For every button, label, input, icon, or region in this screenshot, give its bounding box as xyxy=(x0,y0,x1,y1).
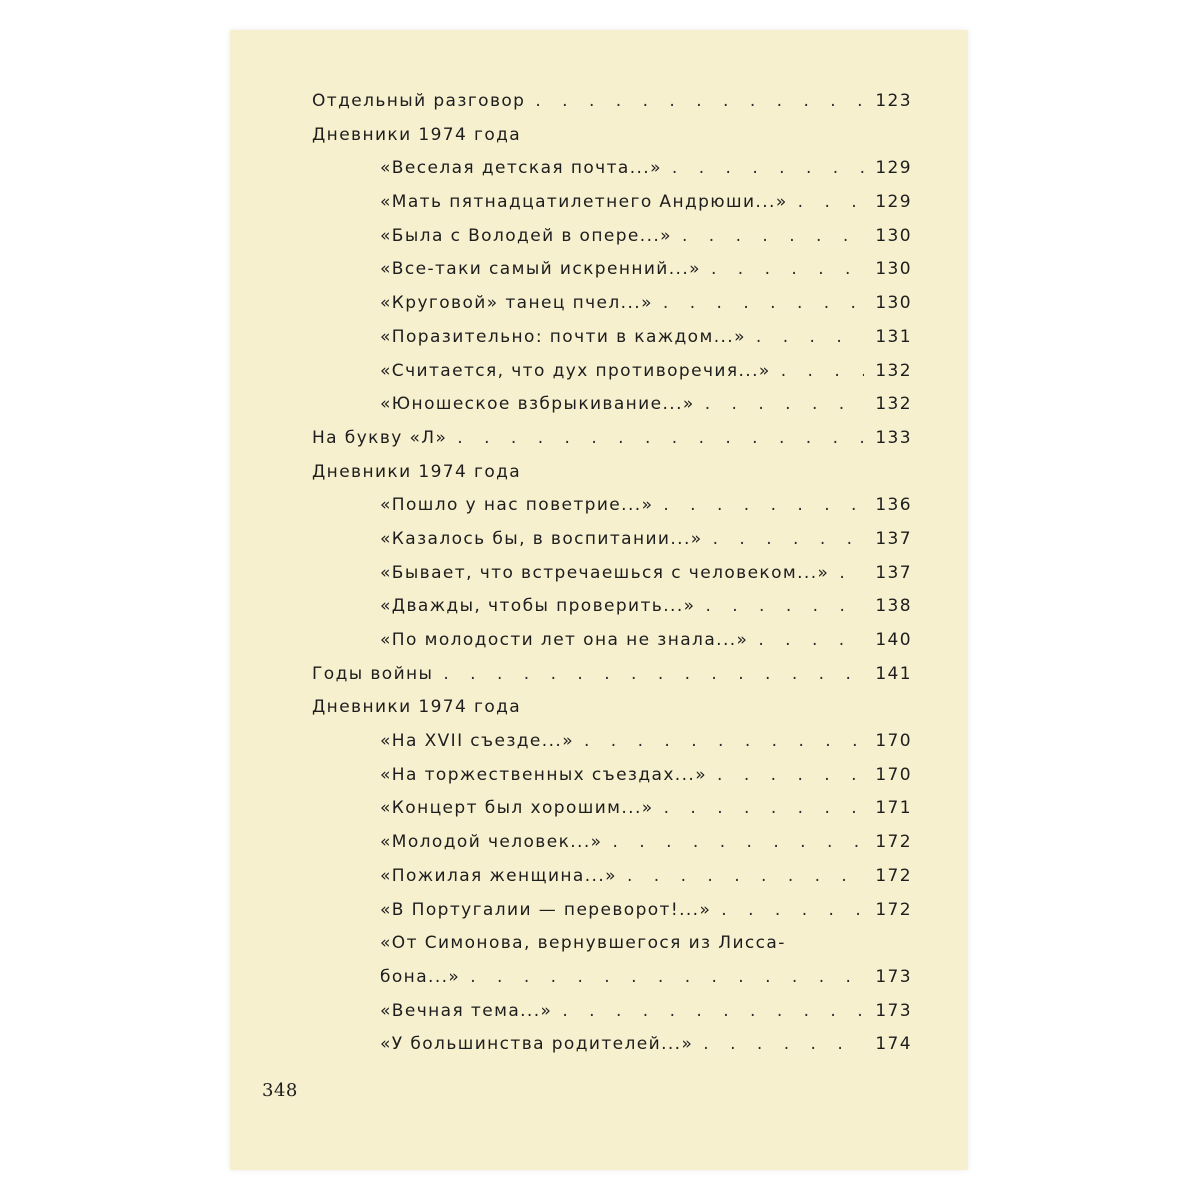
dot-leader xyxy=(627,866,864,886)
toc-entry xyxy=(312,933,912,967)
dot-leader xyxy=(703,1034,864,1054)
toc-entry-title: «Концерт был хорошим...» xyxy=(380,798,654,819)
toc-entry xyxy=(312,596,912,630)
toc-entry-title: «Считается, что дух противоречия...» xyxy=(380,360,771,381)
toc-entry-page: 171 xyxy=(875,798,912,819)
toc-entry-title: «По молодости лет она не знала...» xyxy=(380,630,749,650)
toc-entry-title: «Бывает, что встречаешься с человеком...» xyxy=(380,562,830,583)
dot-leader xyxy=(443,664,864,684)
toc-entry-title: «Пошло у нас поветрие...» xyxy=(380,495,654,516)
toc-entry-title: «Веселая детская почта...» xyxy=(380,158,662,179)
toc-entry xyxy=(312,259,912,293)
dot-leader xyxy=(663,293,864,313)
toc-entry xyxy=(312,664,912,698)
toc-entry xyxy=(312,731,912,765)
toc-entry xyxy=(312,495,912,529)
toc-entry-page: 130 xyxy=(875,259,912,280)
toc-entry-page: 133 xyxy=(875,427,912,448)
dot-leader xyxy=(758,630,864,650)
toc-entry-title: «Круговой» танец пчел...» xyxy=(380,293,653,314)
dot-leader xyxy=(457,428,864,448)
toc-entry-page: 137 xyxy=(875,562,912,583)
toc-entry xyxy=(312,900,912,934)
toc-entry xyxy=(312,765,912,799)
toc-entry xyxy=(312,563,912,597)
toc-entry-title: «От Симонова, вернувшегося из Лисса- xyxy=(380,933,786,954)
toc-entry-title: «На XVII съезде...» xyxy=(380,731,574,752)
toc-entry xyxy=(312,798,912,832)
dot-leader xyxy=(721,900,864,920)
toc-entry xyxy=(312,192,912,226)
toc-entry xyxy=(312,327,912,361)
toc-entry-title: бона...» xyxy=(380,966,461,987)
toc-entry-page: 172 xyxy=(875,899,912,920)
toc-entry xyxy=(312,697,912,731)
toc-entry-page: 172 xyxy=(875,832,912,853)
toc-entry-title: «Поразительно: почти в каждом...» xyxy=(380,326,746,347)
toc-entry-page: 141 xyxy=(875,663,912,684)
toc-entry-title: «Была с Володей в опере...» xyxy=(380,225,672,246)
dot-leader xyxy=(781,361,864,381)
dot-leader xyxy=(798,192,864,212)
dot-leader xyxy=(562,1001,864,1021)
toc-entry-title: Отдельный разговор xyxy=(312,91,526,111)
toc-entry xyxy=(312,428,912,462)
toc-entry-page: 170 xyxy=(875,731,912,752)
toc-entry xyxy=(312,832,912,866)
toc-entry xyxy=(312,462,912,496)
toc-entry-page: 132 xyxy=(875,394,912,415)
toc-entry xyxy=(312,91,912,125)
toc-entry-page: 140 xyxy=(875,630,912,650)
toc-entry xyxy=(312,361,912,395)
toc-entry-title: Годы войны xyxy=(312,663,434,684)
toc-entry-page: 130 xyxy=(875,225,912,246)
toc-entry xyxy=(312,125,912,159)
toc-entry-page: 129 xyxy=(875,192,912,213)
page-number: 348 xyxy=(262,1080,298,1101)
dot-leader xyxy=(713,529,864,549)
book-page xyxy=(230,30,968,1170)
toc-entry-page: 138 xyxy=(875,596,912,617)
dot-leader xyxy=(535,91,864,111)
dot-leader xyxy=(682,226,864,246)
toc-entry-title: «У большинства родителей...» xyxy=(380,1034,694,1055)
table-of-contents xyxy=(312,91,912,1068)
toc-entry-page: 123 xyxy=(875,91,912,111)
dot-leader xyxy=(584,731,864,751)
toc-entry-title: «Пожилая женщина...» xyxy=(380,865,617,886)
toc-entry-page: 136 xyxy=(875,495,912,516)
toc-entry-page: 173 xyxy=(875,1000,912,1021)
toc-entry-title: «Все-таки самый искренний...» xyxy=(380,259,701,280)
toc-entry xyxy=(312,394,912,428)
toc-entry xyxy=(312,1034,912,1068)
toc-entry xyxy=(312,529,912,563)
toc-entry-title: «Дважды, чтобы проверить...» xyxy=(380,596,696,617)
dot-leader xyxy=(717,765,864,785)
toc-entry-title: «Казалось бы, в воспитании...» xyxy=(380,528,703,549)
toc-entry-page: 173 xyxy=(875,966,912,987)
dot-leader xyxy=(705,394,864,414)
toc-entry-title: «В Португалии — переворот!...» xyxy=(380,899,712,920)
toc-entry-title: «Юношеское взбрыкивание...» xyxy=(380,394,695,415)
toc-entry xyxy=(312,158,912,192)
toc-entry-title: Дневники 1974 года xyxy=(312,124,522,145)
toc-entry-page: 137 xyxy=(875,528,912,549)
toc-entry-title: На букву «Л» xyxy=(312,427,448,448)
toc-entry-title: «Мать пятнадцатилетнего Андрюши...» xyxy=(380,192,788,213)
toc-entry xyxy=(312,293,912,327)
toc-entry xyxy=(312,630,912,664)
dot-leader xyxy=(839,563,864,583)
toc-entry xyxy=(312,1001,912,1035)
toc-entry-page: 132 xyxy=(875,360,912,381)
toc-entry-title: «На торжественных съездах...» xyxy=(380,764,708,785)
dot-leader xyxy=(470,967,864,987)
dot-leader xyxy=(612,832,864,852)
toc-entry-page: 172 xyxy=(875,865,912,886)
dot-leader xyxy=(705,596,864,616)
toc-entry-page: 131 xyxy=(875,326,912,347)
toc-entry-page: 174 xyxy=(875,1034,912,1055)
toc-entry-title: «Вечная тема...» xyxy=(380,1000,553,1021)
dot-leader xyxy=(756,327,864,347)
toc-entry xyxy=(312,967,912,1001)
dot-leader xyxy=(711,259,864,279)
toc-entry-page: 129 xyxy=(875,158,912,179)
toc-entry-title: Дневники 1974 года xyxy=(312,697,522,718)
toc-entry xyxy=(312,226,912,260)
toc-entry xyxy=(312,866,912,900)
toc-entry-page: 130 xyxy=(875,293,912,314)
toc-entry-title: «Молодой человек...» xyxy=(380,832,603,853)
toc-entry-title: Дневники 1974 года xyxy=(312,461,522,482)
dot-leader xyxy=(664,798,864,818)
dot-leader xyxy=(672,158,864,178)
dot-leader xyxy=(663,495,864,515)
toc-entry-page: 170 xyxy=(875,764,912,785)
